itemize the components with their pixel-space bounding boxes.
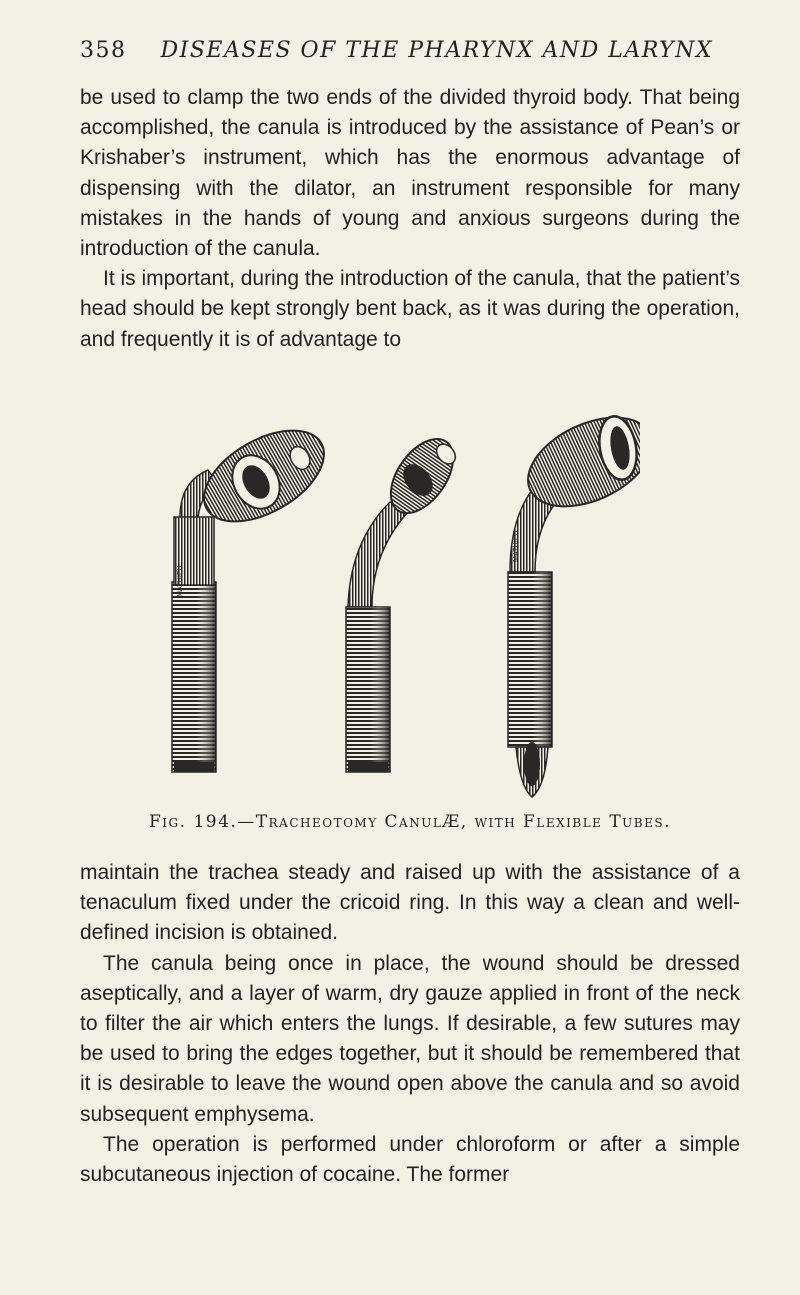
figure-title: —Tracheotomy CanulÆ, with Flexible Tubes. [237,812,671,832]
maker-mark: MATHIEU [512,530,520,562]
paragraph: The canula being once in place, the wound should be dressed aseptically, and a layer of warm, dry gauze applied in front of the neck to filter the air which enters the lungs. If desirable, a few sutures may be used to bring the edges together, but it should be remembered that it is desirable to leave the wound open above the canula and so avoid subsequent emphysema. [80,951,740,1126]
figure-caption [80,812,740,832]
figure-tracheotomy-canulae [160,392,640,812]
bottom-text-block [80,858,740,1190]
figure-illustration [160,392,640,812]
figure-label: Fig. 194. [149,812,238,832]
paragraph: The operation is performed under chloroform or after a simple subcutaneous injection of cocaine. The former [80,1132,740,1187]
canula-middle-icon [346,428,466,772]
page-number: 358 [80,38,127,63]
paragraph: It is important, during the introduction of the canula, that the patient’s head should be kept strongly bent back, as it was during the operation, and frequently it is of advantage to [80,267,741,351]
paragraph: be used to clamp the two ends of the divided thyroid body. That being accomplished, the canula is introduced by the assistance of Pean’s or Krishaber’s instrument, which has the enormous advantage of dispensing with the dilator, an instrument responsible for many mistakes in the hands of young and anxious surgeons during the introduction of the canula. [80,86,740,261]
canula-left-icon [172,412,339,772]
paragraph: maintain the trachea steady and raised up with the assistance of a tenaculum fixed under the cricoid ring. In this way a clean and well-defined incision is obtained. [80,861,740,945]
canula-right-icon [508,400,640,797]
top-text-block [80,83,740,355]
maker-mark: MATHIEU [176,565,184,597]
running-head: DISEASES OF THE PHARYNX AND LARYNX [160,38,714,63]
page-header [80,38,740,63]
